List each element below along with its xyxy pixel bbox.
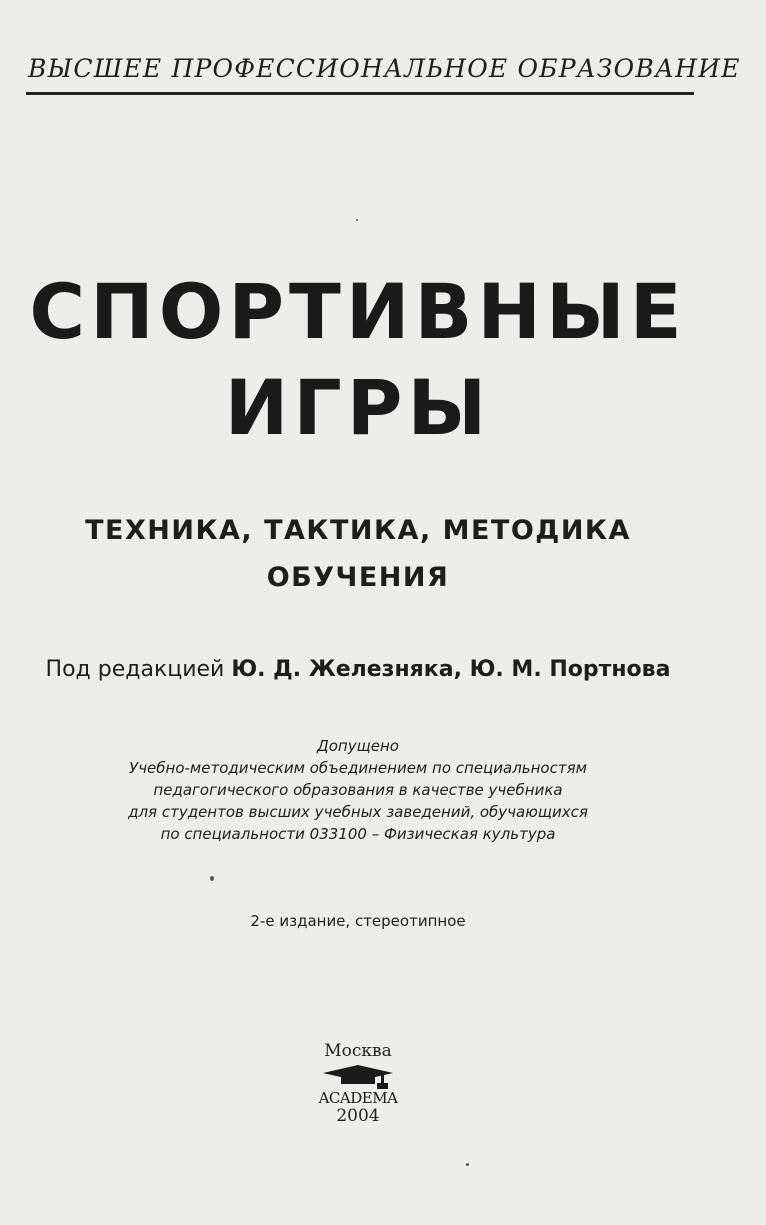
approval-notice	[0, 735, 716, 845]
subtitle-line-1: ТЕХНИКА, ТАКТИКА, МЕТОДИКА	[85, 515, 631, 546]
scan-speck	[210, 876, 214, 881]
header-rule	[26, 92, 694, 95]
book-title-line-2: ИГРЫ	[224, 363, 492, 452]
book-title-line-1: СПОРТИВНЫЕ	[29, 267, 687, 356]
publisher-logo	[305, 1063, 411, 1111]
series-heading: ВЫСШЕЕ ПРОФЕССИОНАЛЬНОЕ ОБРАЗОВАНИЕ	[28, 54, 741, 83]
edition-note: 2-е издание, стереотипное	[250, 912, 466, 930]
scan-speck	[356, 219, 358, 221]
approval-line: для студентов высших учебных заведений, обучающихся	[128, 803, 588, 821]
scan-speck	[466, 1163, 469, 1166]
publication-year: 2004	[336, 1106, 380, 1126]
approval-line: Допущено	[317, 737, 399, 755]
approval-line: по специальности 033100 – Физическая культура	[160, 825, 556, 843]
editors-prefix: Под редакцией	[45, 657, 225, 682]
editors-line	[0, 657, 716, 682]
approval-line: педагогического образования в качестве учебника	[153, 781, 563, 799]
publisher-city: Москва	[324, 1041, 392, 1061]
subtitle-line-2: ОБУЧЕНИЯ	[266, 562, 450, 593]
editors-names: Ю. Д. Железняка, Ю. М. Портнова	[231, 657, 671, 682]
approval-line: Учебно-методическим объединением по специальностям	[129, 759, 587, 777]
publisher-logo-text: ACADEMA	[318, 1089, 398, 1107]
